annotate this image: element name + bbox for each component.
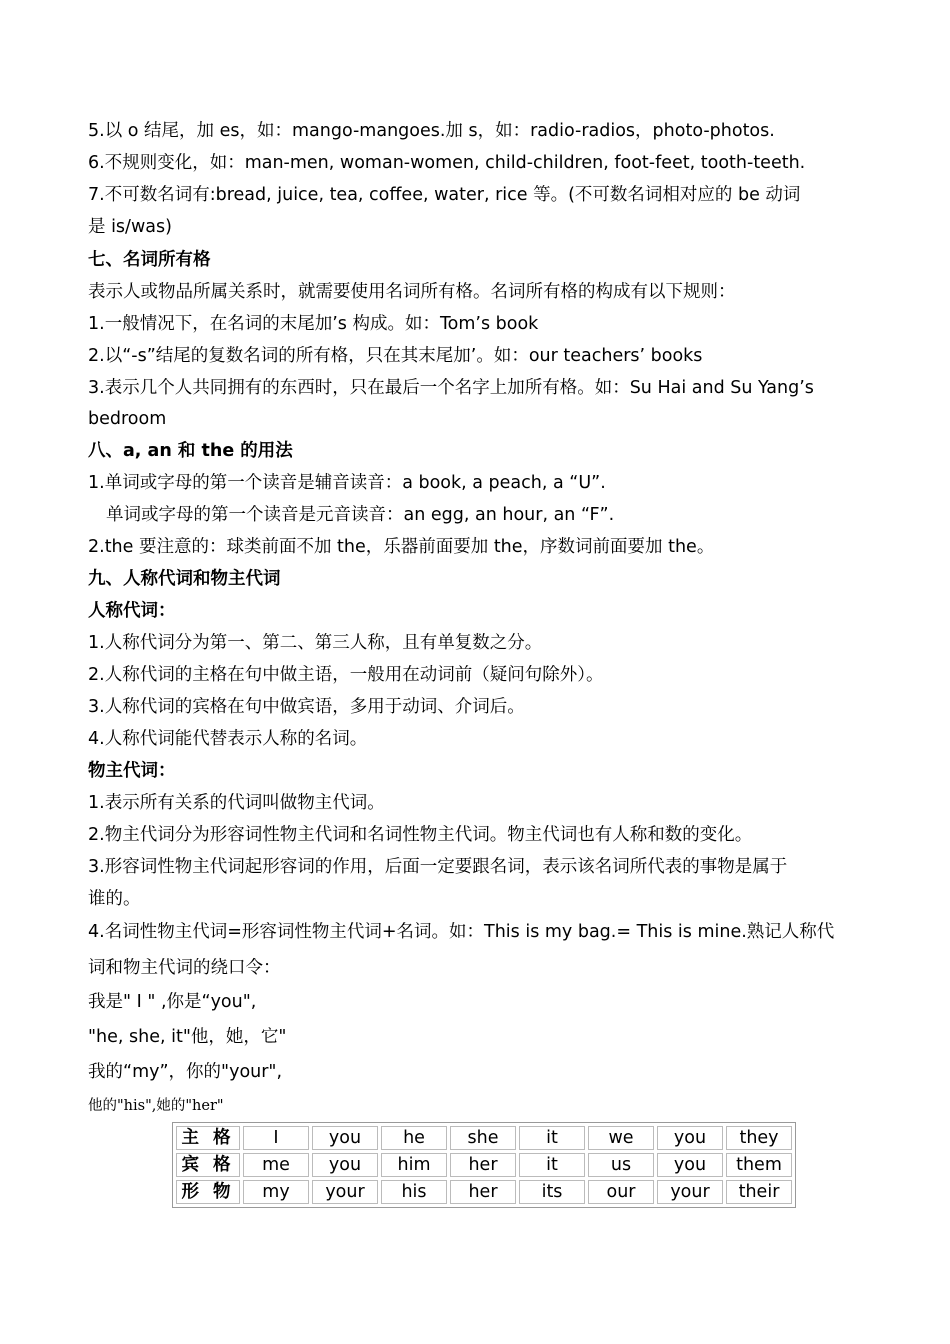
text-line: 是 is/was) bbox=[88, 217, 172, 237]
text-line: 词和物主代词的绕口令： bbox=[88, 958, 281, 978]
text-line: 7.不可数名词有:bread, juice, tea, coffee, water, rice 等。(不可数名词相对应的 be 动词 bbox=[88, 185, 801, 205]
text-line: 我的“my”，你的"your", bbox=[88, 1062, 283, 1082]
text-line: bedroom bbox=[88, 409, 167, 429]
text-line: 4.名词性物主代词=形容词性物主代词+名词。如：This is my bag.= This is mine.熟记人称代 bbox=[88, 922, 835, 942]
text-line: 2.物主代词分为形容词性物主代词和名词性物主代词。物主代词也有人称和数的变化。 bbox=[88, 825, 753, 845]
text-line: 他的"his",她的"her" bbox=[88, 1098, 224, 1114]
row-header: 宾 格 bbox=[176, 1153, 240, 1177]
table-cell: you bbox=[312, 1126, 378, 1150]
text-line: 3.表示几个人共同拥有的东西时，只在最后一个名字上加所有格。如：Su Hai and Su Yang’s bbox=[88, 378, 814, 398]
table-cell: I bbox=[243, 1126, 309, 1150]
table-cell: her bbox=[450, 1153, 516, 1177]
table-cell: they bbox=[726, 1126, 792, 1150]
table-cell: you bbox=[312, 1153, 378, 1177]
text-line: 我是" I " ,你是“you", bbox=[88, 992, 257, 1012]
text-line: "he, she, it"他，她，它" bbox=[88, 1027, 287, 1047]
table-cell: his bbox=[381, 1180, 447, 1204]
table-row bbox=[176, 1126, 792, 1150]
table-row bbox=[176, 1153, 792, 1177]
table-cell: us bbox=[588, 1153, 654, 1177]
table-cell: their bbox=[726, 1180, 792, 1204]
text-line: 谁的。 bbox=[88, 889, 141, 909]
table-cell: its bbox=[519, 1180, 585, 1204]
text-line: 3.人称代词的宾格在句中做宾语，多用于动词、介词后。 bbox=[88, 697, 525, 717]
table-cell: your bbox=[312, 1180, 378, 1204]
text-line: 单词或字母的第一个读音是元音读音：an egg, an hour, an “F”. bbox=[106, 505, 615, 525]
text-line: 表示人或物品所属关系时，就需要使用名词所有格。名词所有格的构成有以下规则： bbox=[88, 282, 736, 302]
text-line: 2.以“-s”结尾的复数名词的所有格，只在其末尾加’。如：our teachers’ books bbox=[88, 346, 703, 366]
section-heading: 八、a, an 和 the 的用法 bbox=[88, 441, 293, 461]
text-line: 1.表示所有关系的代词叫做物主代词。 bbox=[88, 793, 385, 813]
text-line: 2.人称代词的主格在句中做主语，一般用在动词前（疑问句除外）。 bbox=[88, 665, 604, 685]
table-cell: our bbox=[588, 1180, 654, 1204]
table-cell: it bbox=[519, 1153, 585, 1177]
table-cell: me bbox=[243, 1153, 309, 1177]
table-cell: he bbox=[381, 1126, 447, 1150]
table-cell: your bbox=[657, 1180, 723, 1204]
subsection-heading: 物主代词： bbox=[88, 761, 176, 781]
text-line: 4.人称代词能代替表示人称的名词。 bbox=[88, 729, 368, 749]
table-cell: them bbox=[726, 1153, 792, 1177]
text-line: 1.一般情况下，在名词的末尾加’s 构成。如：Tom’s book bbox=[88, 314, 539, 334]
table-row bbox=[176, 1180, 792, 1204]
table-cell: you bbox=[657, 1126, 723, 1150]
table-cell: my bbox=[243, 1180, 309, 1204]
row-header: 主 格 bbox=[176, 1126, 240, 1150]
text-line: 3.形容词性物主代词起形容词的作用，后面一定要跟名词，表示该名词所代表的事物是属于 bbox=[88, 857, 788, 877]
section-heading: 九、人称代词和物主代词 bbox=[88, 569, 281, 589]
text-line: 6.不规则变化，如：man-men, woman-women, child-children, foot-feet, tooth-teeth. bbox=[88, 153, 806, 173]
subsection-heading: 人称代词： bbox=[88, 601, 176, 621]
text-line: 2.the 要注意的：球类前面不加 the，乐器前面要加 the，序数词前面要加 the。 bbox=[88, 537, 715, 557]
text-line: 1.单词或字母的第一个读音是辅音读音：a book, a peach, a “U”. bbox=[88, 473, 606, 493]
table-cell: it bbox=[519, 1126, 585, 1150]
section-heading: 七、名词所有格 bbox=[88, 250, 211, 270]
pronoun-table bbox=[172, 1122, 796, 1208]
text-line: 1.人称代词分为第一、第二、第三人称，且有单复数之分。 bbox=[88, 633, 543, 653]
table-cell: we bbox=[588, 1126, 654, 1150]
row-header: 形 物 bbox=[176, 1180, 240, 1204]
table-cell: you bbox=[657, 1153, 723, 1177]
text-line: 5.以 o 结尾，加 es，如：mango-mangoes.加 s，如：radio-radios，photo-photos. bbox=[88, 121, 775, 141]
table-cell: she bbox=[450, 1126, 516, 1150]
table-cell: her bbox=[450, 1180, 516, 1204]
table-cell: him bbox=[381, 1153, 447, 1177]
